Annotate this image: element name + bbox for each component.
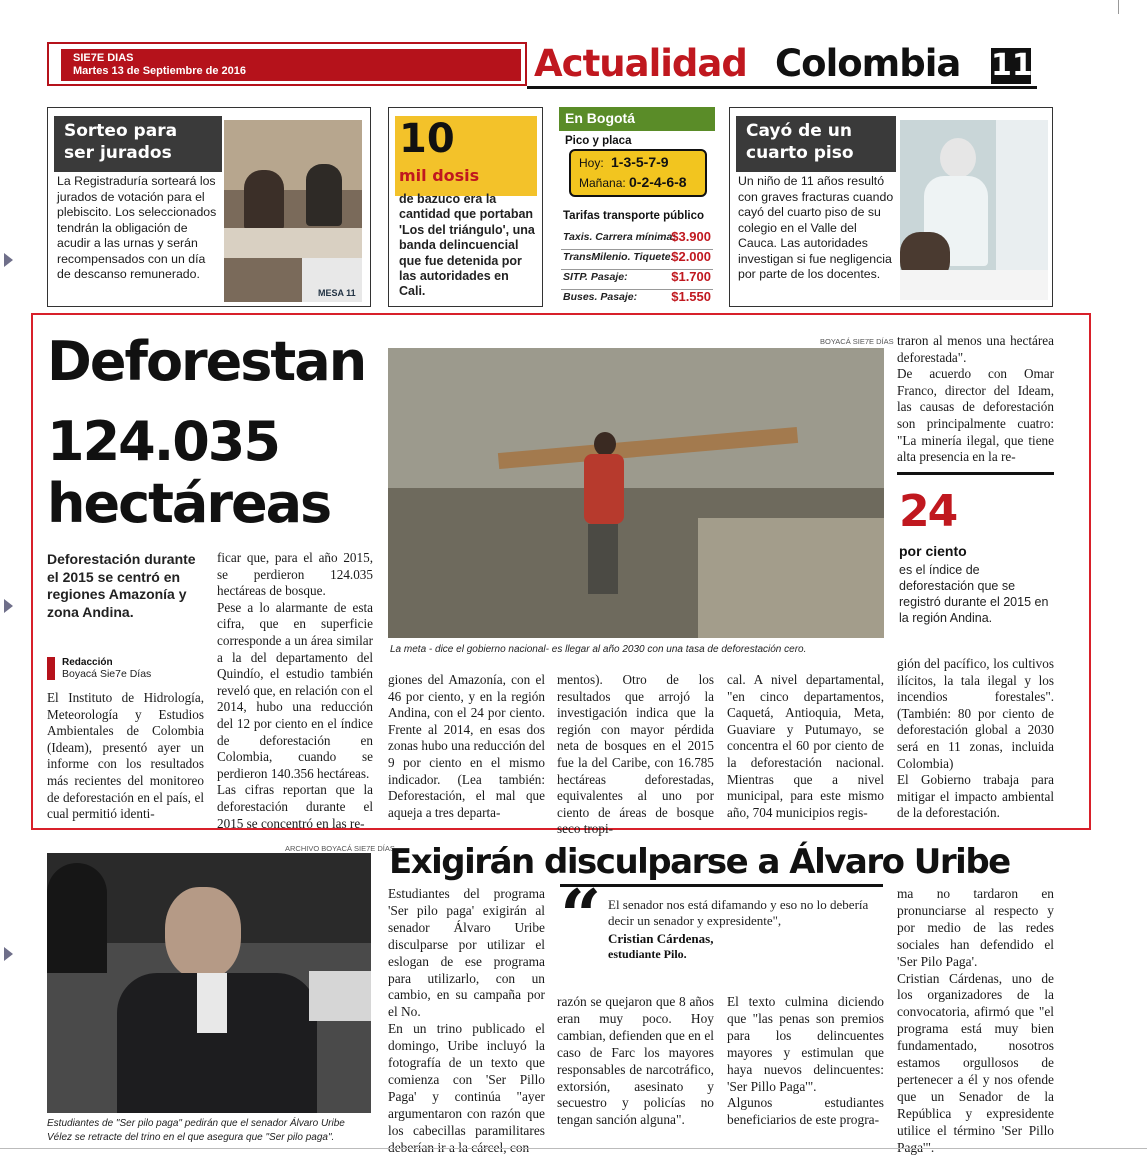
brief-dosis (388, 107, 543, 307)
stat-rule (897, 472, 1054, 475)
photo-label: MESA 11 (318, 288, 356, 298)
photo-person (306, 164, 342, 226)
plate-manana-label: Mañana: (579, 176, 626, 190)
deforest-col-5: cal. A nivel departamental, "en cinco departamentos, Caquetá, Antioquia, Meta, Guaviare y Putumayo, se concentra el 60 por ciento de la deforestación nacional. Mientras que a nivel municipal, para este mismo año, 704 municipios regis- (727, 672, 884, 820)
section-title-black: Colombia (775, 42, 961, 85)
hospital-photo (900, 120, 1048, 300)
deforest-photo (388, 348, 884, 638)
margin-marker (4, 947, 13, 961)
dosis-label: mil dosis (399, 166, 480, 185)
photo-bed (900, 270, 1048, 300)
deforest-col-1: El Instituto de Hidrología, Meteorología y Estudios Ambientales de Colombia (Ideam), presentó ayer un informe con los resultados más recientes del monitoreo de deforestación en el país, el cual permitió identi- (47, 690, 204, 822)
margin-marker (4, 253, 13, 267)
plate-manana-value: 0-2-4-6-8 (629, 174, 687, 190)
publication-date: Martes 13 de Septiembre de 2016 (73, 65, 247, 77)
uribe-col-1: Estudiantes del programa 'Ser pilo paga' exigirán al senador Álvaro Uribe disculparse por utilizar el eslogan de ese programa para utilizarlo, con un cambio, en su campaña por el No. En un trino publicado el domingo, Uribe incluyó la fotografía de un texto que comienza con 'Ser Pillo Paga' y continúa "ayer argumentaron con razón que los cabecillas paramilitares (388, 886, 545, 1138)
photo-man-shirt (584, 454, 624, 524)
photo-person-left (47, 863, 107, 973)
byline-label: Redacción (62, 657, 113, 668)
tarifa-value: $3.900 (671, 229, 711, 244)
brief-title: Cayó de un cuarto piso (736, 116, 896, 172)
uribe-caption: Estudiantes de "Ser pilo paga" pedirán que el senador Álvaro Uribe Vélez se retracte del trino en el que asegura que "Ser pilo paga". (47, 1118, 345, 1143)
tarifas-title: Tarifas transporte público (563, 210, 705, 222)
corner-mark (1118, 0, 1141, 14)
uribe-headline: Exigirán disculparse a Álvaro Uribe (389, 842, 1010, 882)
stat-number: 24 (899, 486, 957, 537)
tarifa-row (561, 269, 713, 290)
deforest-col-3: giones del Amazonía, con el 46 por ciento, y en la región Andina, con el 24 por ciento. Frente al 2014, en esas dos zonas hubo una reducción del 9 por ciento en el mismo indicador. (Lea también: Deforestación, el mal que aqueja a tres departa- (388, 672, 545, 820)
plate (569, 149, 707, 197)
deforest-col-4: mentos). Otro de los resultados que arrojó la investigación indica que la región con mayor pérdida neta de bosques en el 2015 fue la del Caribe, con 16.785 hectáreas deforestadas, equivalentes al uno por ciento de áreas de bosque seco tropi- (557, 672, 714, 837)
byline-mark (47, 657, 55, 680)
deforest-col-2: ficar que, para el año 2015, se perdieron 124.035 hectáreas de bosque. Pese a lo alarmante de esta cifra, que en superficie corresponde a un área similar a la del departamento del Quindío, el estudio también reveló que, en relación con el 2014, hubo una reducción del 12 por ciento en el índice de deforestación en Colombia, cuando se perdieron 140.356 hectáreas. Las cifras reportan que la deforestación durante el 2015 se concentró en las re- (217, 550, 373, 831)
tarifa-value: $2.000 (671, 249, 711, 264)
tarifa-row (561, 229, 713, 250)
header-red-box (47, 42, 527, 86)
deforest-photo-credit: BOYACÁ SIE7E DÍAS (820, 337, 894, 346)
deforest-caption: La meta - dice el gobierno nacional- es llegar al año 2030 con una tasa de deforestación cero. (390, 644, 807, 655)
page-header (47, 42, 1053, 92)
deforest-col-6-bottom: gión del pacífico, los cultivos ilícitos, la tala ilegal y los incendios forestales". (También: 80 por ciento de deforestación global a 2030 será en 11 zonas, incluida Colombia) El Gobierno trabaja para mitigar el impacto ambiental de la deforestación. (897, 656, 1054, 821)
tarifa-value: $1.700 (671, 269, 711, 284)
header-rule (527, 86, 1037, 89)
brief-cayo (729, 107, 1053, 307)
brief-bogota (559, 107, 715, 307)
plate-hoy-value: 1-3-5-7-9 (611, 154, 669, 170)
photo-nurse-head (940, 138, 976, 178)
photo-man-head (594, 432, 616, 456)
uribe-col-2: razón se quejaron que 8 años eran muy poco. Hoy cambian, defienden que en el caso de Farc los mayores responsables de narcotráfico, extorsión, asesinato y secuestro y policías no tengan sanción alguna". (557, 994, 714, 1128)
dosis-body: de bazuco era la cantidad que portaban 'Los del triángulo', una banda delincuencial que fue detenida por las autoridades en Cali. (399, 192, 535, 299)
stat-text: es el índice de deforestación que se registró durante el 2015 en la región Andina. (899, 563, 1049, 625)
brief-body: La Registraduría sorteará los jurados de votación para el plebiscito. Los seleccionados tendrán la obligación de acudir a las urnas y serán recompensados con un día de descanso remunerado. (57, 174, 217, 281)
photo-person (244, 170, 284, 230)
uribe-photo (47, 853, 371, 1113)
photo-man-legs (588, 524, 618, 594)
deforest-deck: Deforestación durante el 2015 se centró en regiones Amazonía y zona Andina. (47, 551, 196, 620)
tarifa-value: $1.550 (671, 289, 711, 304)
section-title-red: Actualidad (534, 42, 747, 85)
brief-sorteo (47, 107, 371, 307)
uribe-col-3: El texto culmina diciendo que "las penas son premios para los delincuentes mayores y estimulan que haya nuevos delincuentes: 'Ser Pillo Paga'". Algunos estudiantes beneficiarios de este progra- (727, 994, 884, 1128)
deforest-headline-2: 124.035 (47, 410, 279, 473)
deforest-col-6-top: traron al menos una hectárea deforestada". De acuerdo con Omar Franco, director del Ideam, las causas de deforestación son principalmente cuatro: "La minería ilegal, que tiene alta presencia en la re- (897, 333, 1054, 465)
photo-table (224, 228, 362, 258)
uribe-col-4: ma no tardaron en pronunciarse al respecto y por medio de las redes sociales han defendido el 'Ser Pilo Paga'. Cristian Cárdenas, uno de los organizadores de la convocatoria, afirmó que "el programa está muy bien fundamentado, nosotros estamos orgullosos de pertenecer a él y nos ofende que un Senador de la República y expresidente utilice el término 'Ser Pillo (897, 886, 1054, 1138)
tarifa-label: SITP. Pasaje: (563, 271, 628, 283)
deforest-headline-3: hectáreas (47, 472, 331, 535)
quote-rule (560, 884, 883, 887)
bottom-rule (0, 1148, 1147, 1149)
uribe-photo-credit: ARCHIVO BOYACÁ SIE7E DÍAS (285, 844, 395, 853)
brief-title: Sorteo para ser jurados (54, 116, 222, 172)
voting-photo (224, 120, 362, 302)
tarifa-label: Buses. Pasaje: (563, 291, 638, 303)
byline-source: Boyacá Sie7e Días (62, 668, 152, 680)
publication-name: SIE7E DIAS (73, 52, 134, 64)
brief-body: Un niño de 11 años resultó con graves fracturas cuando cayó del cuarto piso de su colegio en el Valle del Cauca. Las autoridades investigan si fue negligencia por parte de los docentes. (738, 174, 894, 281)
photo-uribe-head (165, 887, 241, 979)
tarifa-row (561, 249, 713, 270)
tarifa-row (561, 289, 713, 309)
quote-role: estudiante Pilo. (608, 947, 687, 961)
dosis-number: 10 (399, 116, 455, 162)
photo-uribe-shirt (197, 973, 227, 1033)
tarifa-label: TransMilenio. Tiquete: (563, 251, 675, 263)
quote-mark: “ (560, 873, 602, 958)
tarifa-label: Taxis. Carrera mínima: (563, 231, 676, 243)
quote-name: Cristian Cárdenas, (608, 931, 714, 946)
page-number: 11 (991, 48, 1033, 83)
photo-branches (698, 518, 884, 638)
plate-hoy-label: Hoy: (579, 156, 604, 170)
bogota-title: En Bogotá (565, 110, 635, 126)
photo-paper (309, 971, 371, 1021)
deforest-headline-1: Deforestan (47, 330, 366, 393)
stat-unit: por ciento (899, 543, 967, 559)
pull-quote: El senador nos está difamando y eso no lo debería decir un senador y expresidente", (608, 897, 869, 928)
pico-title: Pico y placa (565, 135, 632, 147)
margin-marker (4, 599, 13, 613)
photo-forest-bg (388, 348, 884, 488)
